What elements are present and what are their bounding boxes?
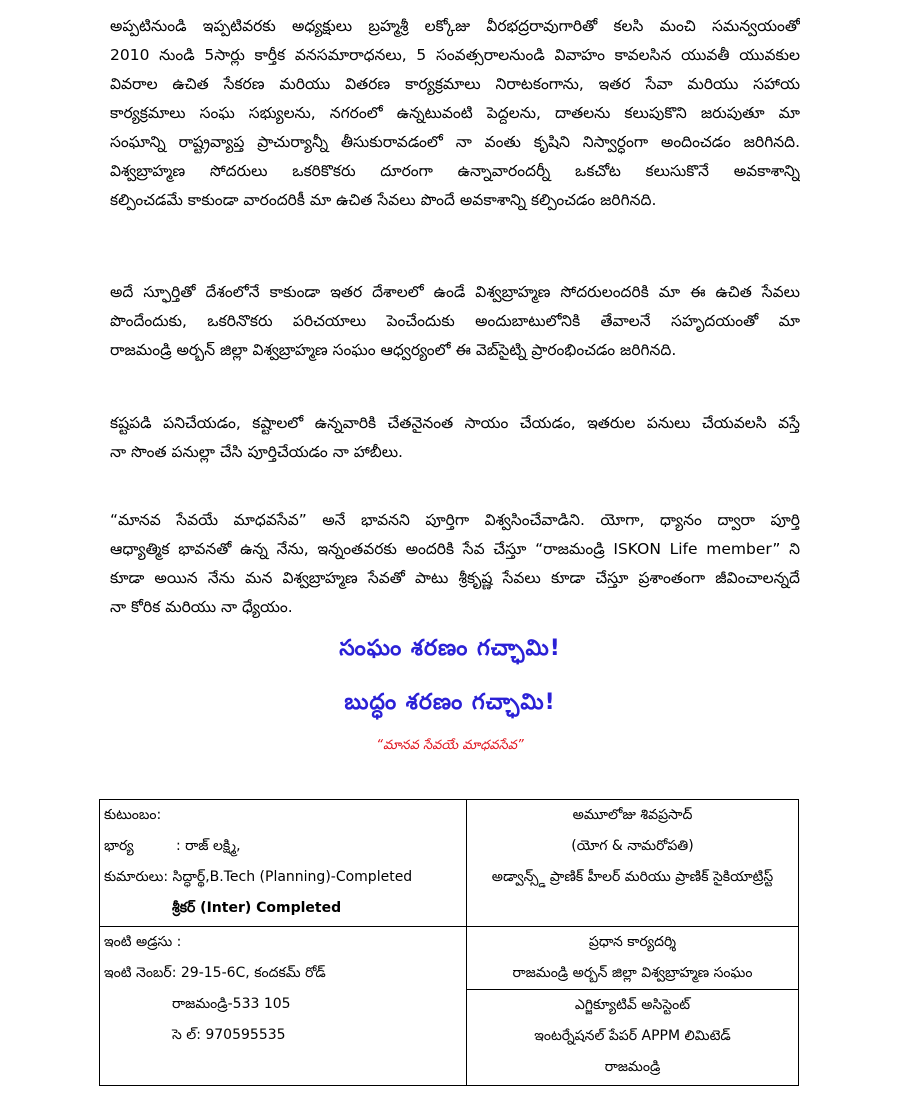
text-line: సంఘాన్ని రాష్ట్రవ్యాప్త ప్రాచుర్యాన్నీ తీసుకురావడంలో నా వంతు కృషిని నిస్వార్ధంగా అందించడం జరిగినది. [110, 133, 800, 151]
address-heading: ఇంటి అడ్రసు : [104, 933, 182, 950]
paragraph-goal [110, 506, 800, 622]
address-line-1: ఇంటి నెంబర్: 29-15-6C, కందకమ్ రోడ్ [104, 964, 326, 981]
wife-value: : రాజ్ లక్ష్మి, [176, 838, 241, 854]
text-line: నా కోరిక మరియు నా ధ్యేయం. [110, 598, 293, 616]
paragraph-website-launch [110, 278, 800, 365]
mantra-line-buddham: బుద్ధం శరణం గచ్ఛామి! [344, 690, 556, 715]
mantra-line-sangham: సంఘం శరణం గచ్ఛామి! [339, 636, 561, 661]
son-2: శ్రీకర్ (Inter) Completed [172, 900, 342, 916]
person-cell [467, 800, 799, 927]
sons-label: కుమారులు: [104, 869, 169, 885]
text-line: వివరాల ఉచిత సేకరణ మరియు వితరణ కార్యక్రమాలు నిరాటకంగాను, ఇతర సేవా మరియు సహాయ [110, 75, 800, 93]
text-line: కల్పించడమే కాకుండా వారందరికీ మా ఉచిత సేవలు పొందే అవకాశాన్ని కల్పించడం జరిగినది. [110, 191, 657, 209]
phone-number: సె ల్: 970595535 [172, 1026, 286, 1043]
family-heading: కుటుంబం: [104, 807, 162, 823]
post-2-org: ఇంటర్నేషనల్ పేపర్ APPM లిమిటెడ్ [534, 1027, 731, 1044]
post-2-city: రాజమండ్రి [604, 1058, 661, 1075]
sons-row [100, 862, 466, 893]
text-line: అదే స్ఫూర్తితో దేశంలోనే కాకుండా ఇతర దేశాలలో ఉండే విశ్వబ్రాహ్మణ సోదరులందరికి మా ఈ ఉచిత సేవలు [110, 283, 800, 301]
text-line: అప్పటినుండి ఇప్పటివరకు అధ్యక్షులు బ్రహ్మశ్రీ లక్కోజు వీరభద్రరావుగారితో కలసి మంచి సమన్వయంతో [110, 17, 800, 35]
text-line: విశ్వబ్రాహ్మణ సోదరులు ఒకరికొకరు దూరంగా ఉన్నావారందర్నీ ఒకచోట కలుసుకొనే అవకాశాన్ని [110, 162, 800, 180]
info-table [99, 799, 799, 1086]
paragraph-hobbies [110, 409, 800, 467]
posts-cell [467, 926, 799, 1085]
text-line: కూడా అయిన నేను మన విశ్వబ్రాహ్మణ సేవతో పాటు శ్రీకృష్ణ సేవలు కూడా చేస్తూ ప్రశాంతంగా జీవించాలన్నదే [110, 569, 800, 587]
text-line: కష్టపడి పనిచేయడం, కష్టాలలో ఉన్నవారికి చేతనైనంత సాయం చేయడం, ఇతరుల పనులు చేయవలసి వస్తే [110, 414, 800, 432]
post-2-block [467, 989, 798, 1083]
post-1-org: రాజమండ్రి అర్బన్ జిల్లా విశ్వబ్రాహ్మణ సంఘం [512, 964, 753, 981]
paragraph-service-history [110, 12, 800, 215]
text-line: నా సొంత పనుల్లా చేసి పూర్తిచేయడం నా హాబీలు. [110, 443, 403, 461]
text-line: పొందేందుకు, ఒకరినొకరు పరిచయాలు పెంచేందుకు అందుబాటులోనికి తేవాలనే సహృదయంతో మా [110, 312, 800, 330]
text-line: 2010 నుండి 5సార్లు కార్తీక వనసమారాధనలు, 5 సంవత్సరాలనుండి వివాహం కావలసిన యువతీ యువకుల [110, 46, 800, 64]
motto: “మానవ సేవయే మాధవసేవ” [376, 738, 524, 753]
family-cell [100, 800, 467, 927]
person-title: (యోగ & నామరోపతి) [571, 838, 694, 854]
person-role: అడ్వాన్స్డ్ ప్రాణిక్ హీలర్ మరియు ప్రాణిక్ సైకియాట్రిస్ట్ [491, 869, 774, 885]
post-2-title: ఎగ్జిక్యూటివ్ అసిస్టెంట్ [574, 996, 691, 1013]
address-line-2: రాజమండ్రి-533 105 [172, 995, 291, 1012]
text-line: కార్యక్రమాలు సంఘ సభ్యులను, నగరంలో ఉన్నటువంటి పెద్దలను, దాతలను కలుపుకొని జరుపుతూ మా [110, 104, 800, 122]
son-1: సిద్ధార్థ్,B.Tech (Planning)-Completed [172, 869, 413, 885]
wife-row [100, 831, 466, 862]
text-line: ఆధ్యాత్మిక భావనతో ఉన్న నేను, ఇన్నంతవరకు అందరికి సేవ చేస్తూ “రాజమండ్రి ISKON Life member” ని [110, 540, 800, 558]
person-name: అమూలోజు శివప్రసాద్ [572, 807, 693, 823]
text-line: రాజమండ్రి అర్బన్ జిల్లా విశ్వబ్రాహ్మణ సంఘం ఆధ్వర్యంలో ఈ వెబ్‌సైట్ని ప్రారంభించడం జరిగినది. [110, 341, 677, 359]
address-cell [100, 926, 467, 1085]
wife-label: భార్య [104, 838, 134, 854]
text-line: “మానవ సేవయే మాధవసేవ” అనే భావనని పూర్తిగా విశ్వసించేవాడిని. యోగా, ధ్యానం ద్వారా పూర్తి [110, 511, 800, 529]
post-1-title: ప్రధాన కార్యదర్శి [588, 933, 677, 950]
